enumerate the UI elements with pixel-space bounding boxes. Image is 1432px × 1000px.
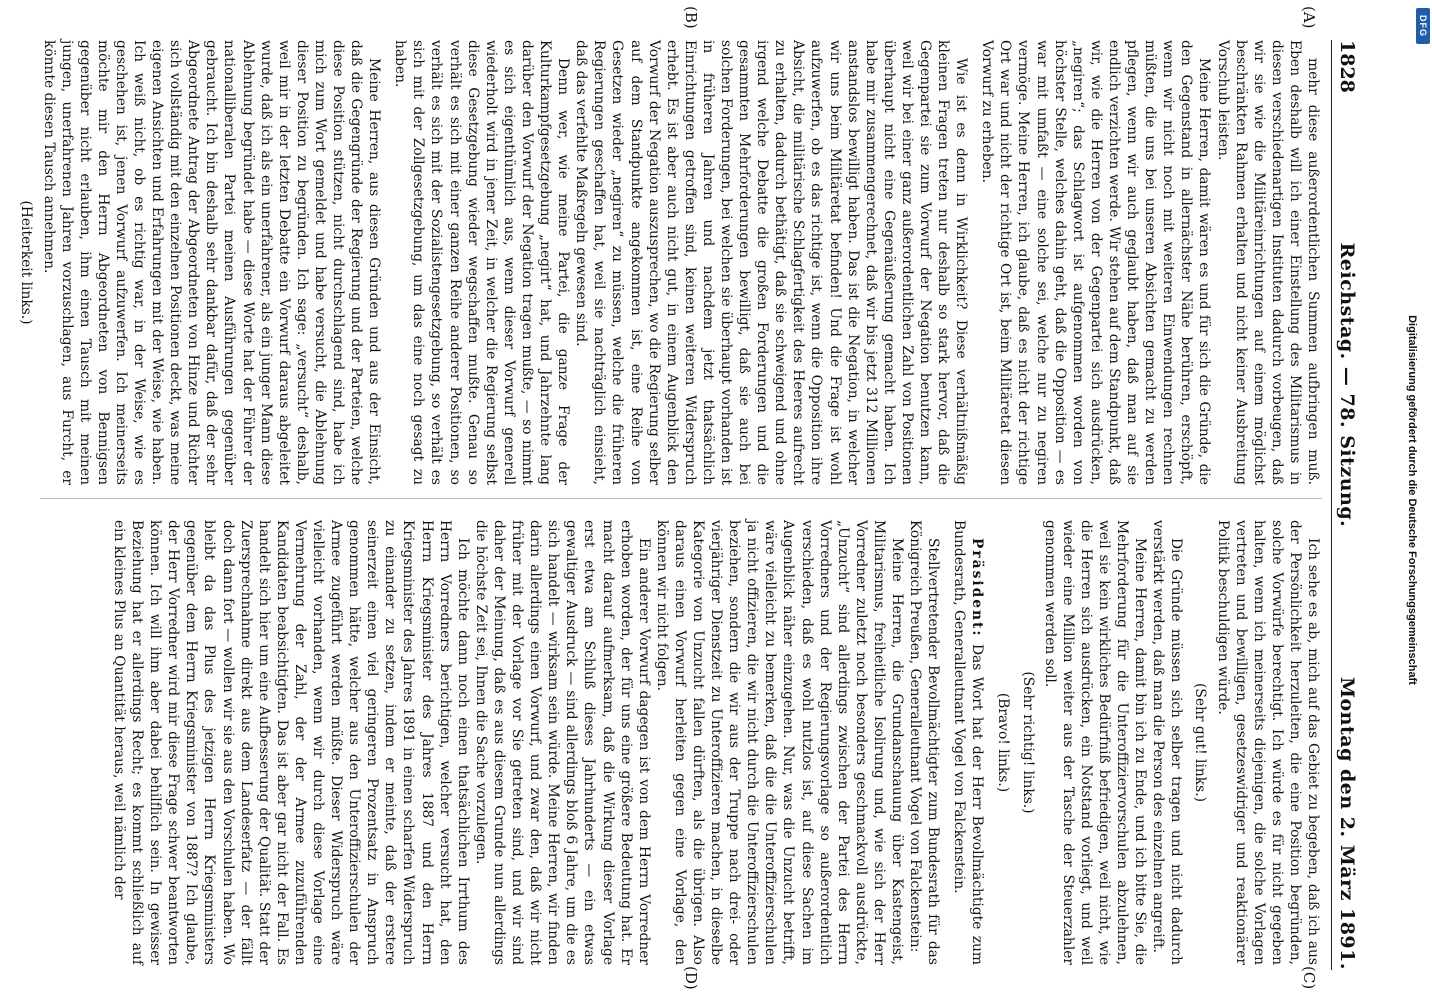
paragraph: Wie ist es denn in Wirklichkeit? Diese verhältnißmäßig kleinen Fragen treten nur deshalb so stark hervor, daß die Gegenpartei sie zum Vorwurf der Negation benutzen kann, weil wir bei einer ganz außerordentlichen Zahl von Positionen überhaupt nicht eine Gegenäußerung gemacht haben. Ich habe mir zusammengerechnet, daß wir bis jetzt 312 Millionen anstandslos bewilligt haben. Das ist die Negation, in welcher wir uns beim Militäretat befinden! Und die Frage ist wohl aufzuwerfen, ob es das richtige ist, wenn die Opposition ihre Absicht, die militärische Schlagfertigkeit des Heeres aufrecht zu erhalten, dadurch bethätigt, daß sie schweigend und ohne irgend welche Debatte die großen Forderungen und die gesammten Mehrforderungen bewilligt, daß sie auch bei solchen Forderungen, bei welchen sie überhaupt vorhanden ist in früheren Jahren und nachdem jetzt thatsächlich Einrichtungen getroffen sind, keinen weiteren Widerspruch erhebt. Es ist aber auch nicht gut, in einem Augenblick den Vorwurf der Negation auszusprechen, wo die Regierung selber auf dem Standpunkte angekommen ist, eine Reihe von Gesetzen wieder „negiren“ zu müssen, welche die früheren Regierungen geschaffen hat, weil sie nachträglich einsieht, daß das verfehlte Maßregeln gewesen sind. <box>573 40 970 485</box>
paragraph: Meine Herren, aus diesen Gründen und aus der Einsicht, daß die Gegengründe der Regierung und der Parteien, welche diese Position stützen, nicht durchschlagend sind, habe ich mich zum Wort gemeldet und habe versucht, die Ablehnung dieser Position zu begründen. Ich sage: „versucht“ deshalb, weil mir in der letzten Debatte ein Vorwurf daraus abgeleitet wurde, daß ich als ein unerfahrener, als ein junger Mann diese Ablehnung begründet habe — diese Worte hat der Führer der nationalliberalen Partei meinen Ausführungen gegenüber gebraucht. Ich bin deshalb sehr dankbar dafür, daß der sehr Abgeordnete Antrag der Abgeordneten von Hinze und Richter sich vollständig mit den einzelnen Positionen deckt, was meine eigenen Ansichten und Erfahrungen mit der Weise, wie haben. Ich weiß nicht, ob es richtig war, in der Weise, wie es geschehen ist, jenen Vorwurf aufzuwerfen. Ich meinerseits möchte mir den Herrn Abgeordneten von Bennigsen gegenüber nicht erlauben, ihm einen Tausch mit meinen jungen, unerfahrenen Jahren vorzuschlagen, aus Furcht, er könnte diesen Tausch annehmen. <box>40 40 383 485</box>
paragraph: Die Gründe müssen sich selber tragen und nicht dadurch verstärkt werden, daß man die Person des einzelnen angreift. <box>1150 520 1185 965</box>
session-date: Montag den 2. März 1891. <box>1336 676 1358 970</box>
footer-caption <box>1392 0 1432 1000</box>
interjection: (Sehr richtig! links.) <box>1019 671 1036 814</box>
paragraph: Ich sehe es ab, mich auf das Gebiet zu begeben, daß ich aus der Persönlichkeit herzuleiten, die eine Position begründen, solche Vorwürfe berechtigt. Ich würde es für nicht gegeben halten, wenn ich meinerseits diejenigen, die solche Vorlagen vertreten und bewilligen, gesetzeswidriger und reaktionärer Politik beschuldigen würde. <box>1214 520 1321 965</box>
column-divider <box>40 498 1322 499</box>
paragraph: mehr diese außerordentlichen Summen aufbringen muß. Eben deshalb will ich einer Einstellung des Militarismus in diesen verschiedenartigen Instituten dadurch vorbeugen, daß wir sie wie die Militäreinrichtungen auf einem möglichst beschränkten Rahmen erhalten und nicht keiner Ausbreitung Vorschub leisten. <box>1214 40 1321 485</box>
dfg-logo-icon <box>1416 8 1430 44</box>
paragraph: Meine Herren, die Grundanschauung über Kastengeist, Militarismus, freiheitliche Isolirung und, wie sich der Herr Vorredner zuletzt noch besonders geschmackvoll ausdrückte, „Unzucht“ sind allerdings zwischen der Partei des Herrn Vorredners und der Regierungsvorlage so außerordentlich verschieden, daß es wohl nutzlos ist, auf diese Sachen im Augenblick näher einzugehen. Nur, was die Unzucht betrifft, wäre vielleicht zu bemerken, daß die die Unteroffizierschulen ja nicht offizieren, die wir nicht durch die Unteroffizierschulen beziehen, sondern die wir aus der Truppe nach drei- oder vierjähriger Dienstzeit zu Unteroffizieren machen, in dieselbe Kategorie von Unzucht fallen dürften, als die übrigen. Also daraus einen Vorwurf herleiten gegen eine Vorlage, den können wir nicht folgen. <box>653 520 906 965</box>
session-title: Reichstag. — 78. Sitzung. <box>1336 242 1358 528</box>
interjection: (Sehr gut! links.) <box>1192 683 1209 802</box>
interjection: (Bravo! links.) <box>995 692 1012 793</box>
paragraph: Meine Herren, damit bin ich zu Ende, und ich bitte Sie, die Mehrforderung für die Unteroffiziervorschulen abzulehnen, weil sie kein wirkliches Bedürfniß befriedigen, weil nicht, wie die Herren sich ausdrücken, ein Notstand vorliegt, und weil wieder eine Million weiter aus der Tasche der Steuerzahler genommen werden soll. <box>1041 520 1149 965</box>
paragraph: Ich möchte dann noch einen thatsächlichen Irrthum des Herrn Vorredners berichtigen, welcher versucht hat, den Herrn Kriegsminister des Jahres 1887 und den Herrn Kriegsminister des Jahres 1891 in einen scharfen Widerspruch zu einander zu setzen, indem er meinte, daß der erstere seinerzeit einen viel geringeren Prozentsatz in Anspruch genommen hätte, welcher aus den Unteroffizierschulen der Armee zugeführt werden müßte. Dieser Widerspruch wäre vielleicht vorhanden, wenn wir durch diese Vorlage eine Vermehrung der Zahl, der der Armee zuzuführenden Kandidaten beabsichtigten. Das ist aber gar nicht der Fall. Es handelt sich hier um eine Aufbesserung der Qualität. Statt der Zuersprechnahme direkt aus dem Landeserfatz — der fällt doch dann fort — wollen wir sie aus den Vorschulen haben. Wo bleibt da das Plus des jetzigen Herrn Kriegsministers gegenüber dem Herrn Kriegsminister von 1887? Ich glaube, der Herr Vorredner wird mir diese Frage schwer beantworten können. Ich will ihm aber dabei behilflich sein. In gewisser Beziehung hat er allerdings Recht; es kommt schließlich auf ein kleines Plus an Quantität heraus, weil nämlich der <box>111 520 471 965</box>
paragraph: Meine Herren, damit wären es und für sich die Gründe, die den Gegenstand in allernächster Nähe berühren, erschöpft, wenn wir nicht noch mit weiteren Einwendungen rechnen müßten, die uns bei unseren Absichten gemacht zu werden pflegen, wenn wir auch geglaubt haben, daß man auf sie endlich verzichten werde. Wir stehen auf dem Standpunkt, daß wir, wie die Herren von der Gegenpartei sich ausdrücken, „negiren“; das Schlagwort ist aufgenommen worden von höchster Stelle, welches dahin geht, daß die Opposition — es war mit umfaßt — eine solche sei, welche nur zu negiren vermöge. Meine Herren, ich glaube, daß es nicht der richtige Ort war und nicht der richtige Ort ist, beim Militäretat diesen Vorwurf zu erheben. <box>979 40 1213 485</box>
president-statement <box>950 520 986 965</box>
page-header <box>1331 40 1362 970</box>
page-number: 1828 <box>1336 40 1358 93</box>
dfg-logo-text: DFG <box>1418 15 1428 37</box>
paragraph: Ein anderer Vorwurf dagegen ist von dem Herrn Vorredner erhoben worden, der für uns eine größere Bedeutung hat. Er macht darauf aufmerksam, daß die Wirkung dieser Vorlage erst etwa am Schluß dieses Jahrhunderts — ein etwas gewaltiger Ausdruck — sind allerdings bloß 6 Jahre, um die es sich handelt — wirksam sein würde. Meine Herren, wir finden darin allerdings einen Vorwurf, und zwar den, daß wir nicht früher mit der Vorlage vor Sie getreten sind, und wir sind daher der Meinung, daß es aus diesem Grunde nun allerdings die höchste Zeit sei, Ihnen die Sache vorzulegen. <box>472 520 652 965</box>
speaker-intro: Stellvertretender Bevollmächtigter zum Bundesrath für das Königreich Preußen, Generalleutnant Vogel von Falckenstein: <box>907 520 942 965</box>
margin-mark-a: (A) <box>1300 6 1318 29</box>
paragraph: Denn wer, wie meine Partei, die ganze Frage der Kulturkampfgesetzgebung „negirt“ hat, und Jahrzehnte lang darüber den Vorwurf der Negation tragen mußte, — so nimmt es sich eigenthümlich aus, wenn dieser Vorwurf generell wiederholt wird in jener Zeit, in welcher die Regierung selbst diese Gesetzgebung wieder wegschaffen mußte. Genau so verhält es sich mit einer ganzen Reihe anderer Positionen, so verhält es sich mit der Sozialistengesetzgebung, so verhält es sich mit der Zollgesetzgebung, um das eine noch gesagt zu haben. <box>392 40 572 485</box>
margin-mark-b: (B) <box>682 6 700 29</box>
right-column <box>40 520 1322 965</box>
funding-note: Digitalisierung gefördert durch die Deutsche Forschungsgemeinschaft <box>1406 315 1418 685</box>
margin-mark-d: (D) <box>682 966 700 990</box>
left-column <box>18 40 1322 485</box>
president-label: Präsident: <box>969 538 986 638</box>
president-text: Das Wort hat der Herr Bevollmächtigte zum Bundesrath, Generalleutnant Vogel von Falckenstein. <box>951 520 986 965</box>
margin-mark-c: (C) <box>1300 966 1318 990</box>
interjection: (Heiterkeit links.) <box>18 200 35 325</box>
